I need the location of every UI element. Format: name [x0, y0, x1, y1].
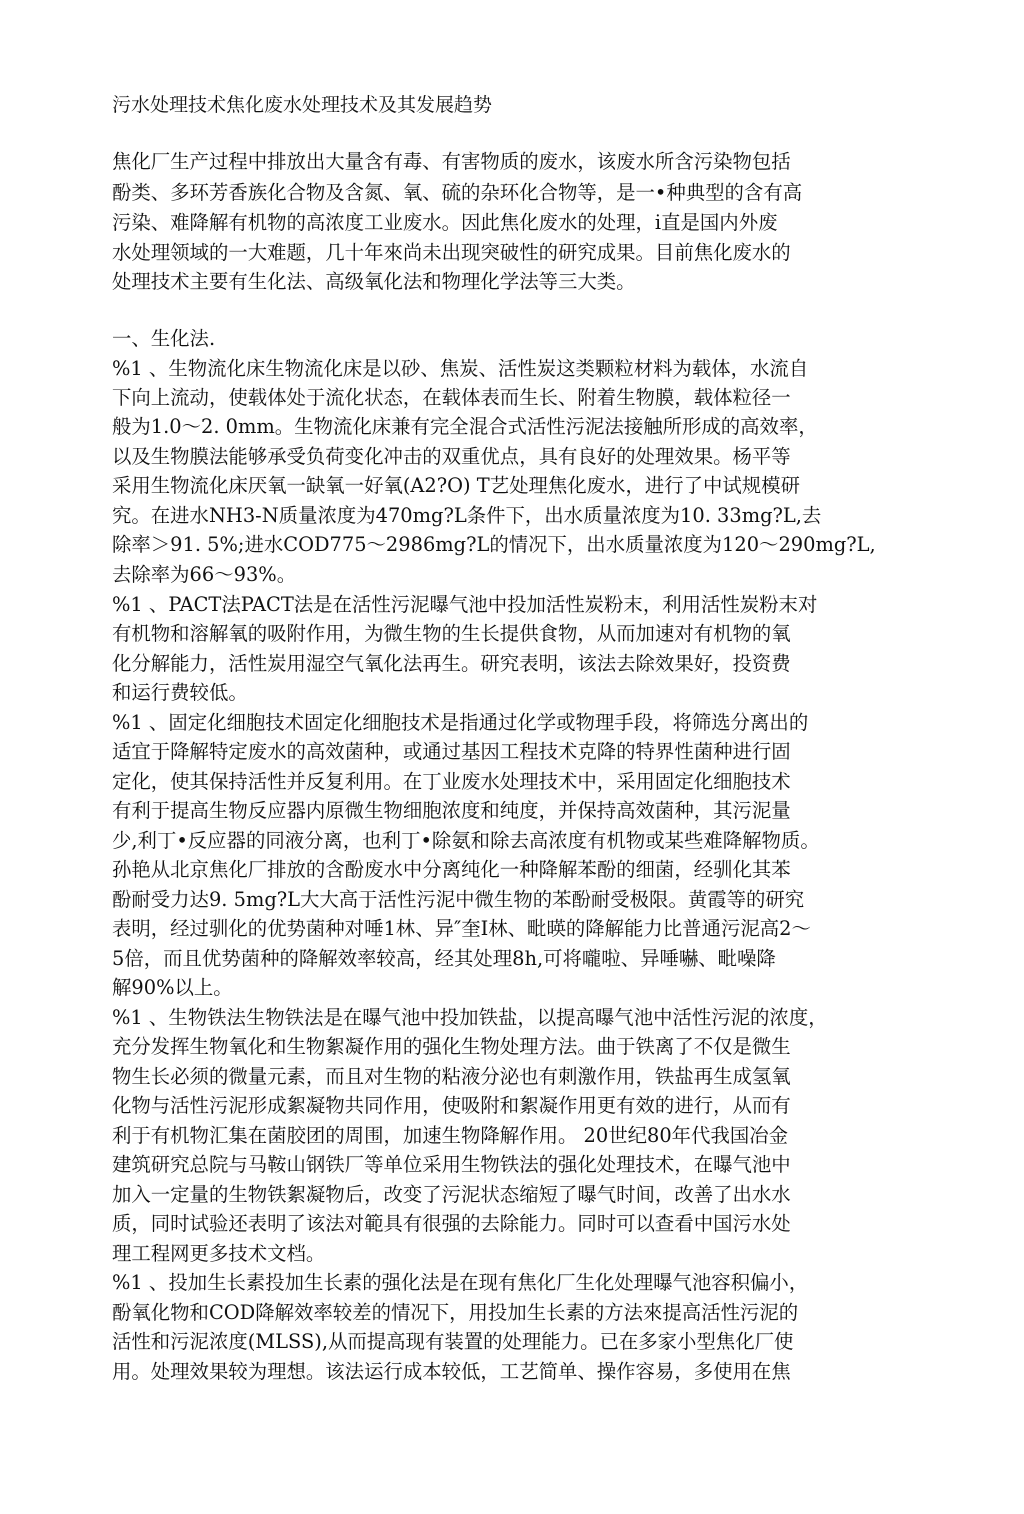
body-line: 有利于提高生物反应器内原微生物细胞浓度和纯度，并保持高效菌种，其污泥量: [112, 799, 791, 822]
body-line: %1 、生物铁法生物铁法是在曝气池中投加铁盐，以提高曝气池中活性污泥的浓度，: [112, 1006, 828, 1029]
intro-line: 水处理领域的一大难题，几十年來尚未出现突破性的研究成果。目前焦化废水的: [112, 241, 791, 264]
body-line: 去除率为66〜93%。: [112, 563, 297, 586]
intro-line: 酚类、多环芳香族化合物及含氮、氧、硫的杂环化合物等，是一•种典型的含有高: [112, 181, 803, 204]
body-line: 孙艳从北京焦化厂排放的含酚废水中分离纯化一种降解苯酚的细菌，经驯化其苯: [112, 858, 791, 881]
intro-line: 处理技术主要有生化法、高级氧化法和物理化学法等三大类。: [112, 270, 636, 293]
body-line: 适宜于降解特定废水的高效菌种，或通过基因工程技术克降的特界性菌种进行固: [112, 740, 791, 763]
body-line: 下向上流动，使载体处于流化状态，在载体表而生长、附着生物膜，载体粒径一: [112, 386, 791, 409]
body-line: 解90%以上。: [112, 976, 233, 999]
body-line: 采用生物流化床厌氧一缺氧一好氧(A2?O) T艺处理焦化废水，进行了中试规模研: [112, 474, 800, 497]
body-line: %1 、生物流化床生物流化床是以砂、焦炭、活性炭这类颗粒材料为载体，水流自: [112, 357, 809, 380]
body-line: 质，同时试验还表明了该法对範具有很强的去除能力。同时可以查看中国污水处: [112, 1212, 791, 1235]
body-line: 物生长必须的微量元素，而且对生物的粘液分泌也有刺激作用，铁盐再生成氢氧: [112, 1065, 791, 1088]
body-line: 以及生物膜法能够承受负荷变化冲击的双重优点，具有良好的处理效果。杨平等: [112, 445, 791, 468]
body-line: 理工程网更多技术文档。: [112, 1242, 326, 1265]
body-line: 般为1.0〜2. 0mm。生物流化床兼有完全混合式活性污泥法接触所形成的高效率，: [112, 415, 818, 438]
body-line: %1 、PACT法PACT法是在活性污泥曝气池中投加活性炭粉末，利用活性炭粉末对: [112, 593, 818, 616]
body-line: 表明，经过驯化的优势菌种对唾1林、异″奎I林、毗暎的降解能力比普通污泥高2〜: [112, 917, 811, 940]
body-line: 化分解能力，活性炭用湿空气氧化法再生。研究表明，该法去除效果好，投资费: [112, 652, 791, 675]
body-line: 加入一定量的生物铁絮凝物后，改变了污泥状态缩短了曝气时间，改善了出水水: [112, 1183, 791, 1206]
body-line: %1 、固定化细胞技术固定化细胞技术是指通过化学或物理手段，将筛选分离出的: [112, 711, 809, 734]
body-line: 少,利丁•反应器的同液分离，也利丁•除氨和除去高浓度有机物或某些难降解物质。: [112, 829, 820, 852]
body-line: 活性和污泥浓度(MLSS),从而提高现有装置的处理能力。已在多家小型焦化厂使: [112, 1330, 794, 1353]
body-line: 酚氧化物和COD降解效率较差的情况下，用投加生长素的方法來提高活性污泥的: [112, 1301, 799, 1324]
body-line: 除率＞91. 5%;进水COD775〜2986mg?L的情况下，出水质量浓度为120〜290mg?L,: [112, 533, 876, 556]
section-heading: 一、生化法.: [112, 327, 216, 350]
body-line: 充分发挥生物氧化和生物絮凝作用的强化生物处理方法。曲于铁离了不仅是微生: [112, 1035, 791, 1058]
body-line: 有机物和溶解氧的吸附作用，为微生物的生长提供食物，从而加速对有机物的氧: [112, 622, 791, 645]
body-line: 建筑研究总院与马鞍山钢铁厂等单位采用生物铁法的强化处理技术，在曝气池中: [112, 1153, 791, 1176]
body-line: 定化，使其保持活性并反复利用。在丁业废水处理技术中，采用固定化细胞技术: [112, 770, 791, 793]
body-line: 5倍，而且优势菌种的降解效率较高，经其处理8h,可将嚨啦、异唾嚇、毗噪降: [112, 947, 776, 970]
document-title: 污水处理技术焦化废水处理技术及其发展趋势: [112, 94, 493, 116]
body-line: 利于有机物汇集在菌胶团的周围，加速生物降解作用。 20世纪80年代我国冶金: [112, 1124, 789, 1147]
body-line: 用。处理效果较为理想。该法运行成本较低，工艺简单、操作容易，多使用在焦: [112, 1360, 791, 1383]
body-line: 究。在进水NH3-N质量浓度为470mg?L条件下，出水质量浓度为10. 33mg?L,去: [112, 504, 822, 527]
intro-line: 焦化厂生产过程中排放出大量含有毒、有害物质的废水，该废水所含污染物包括: [112, 150, 791, 173]
body-line: 酚耐受力达9. 5mg?L大大高于活性污泥中微生物的苯酚耐受极限。黄霞等的研究: [112, 888, 805, 911]
body-line: 和运行费较低。: [112, 681, 248, 704]
body-line: 化物与活性污泥形成絮凝物共同作用，使吸附和絮凝作用更有效的进行，从而有: [112, 1094, 791, 1117]
intro-line: 污染、难降解有机物的高浓度工业废水。因此焦化废水的处理，i直是国内外废: [112, 211, 778, 234]
body-line: %1 、投加生长素投加生长素的强化法是在现有焦化厂生化处理曝气池容积偏小，: [112, 1271, 809, 1294]
